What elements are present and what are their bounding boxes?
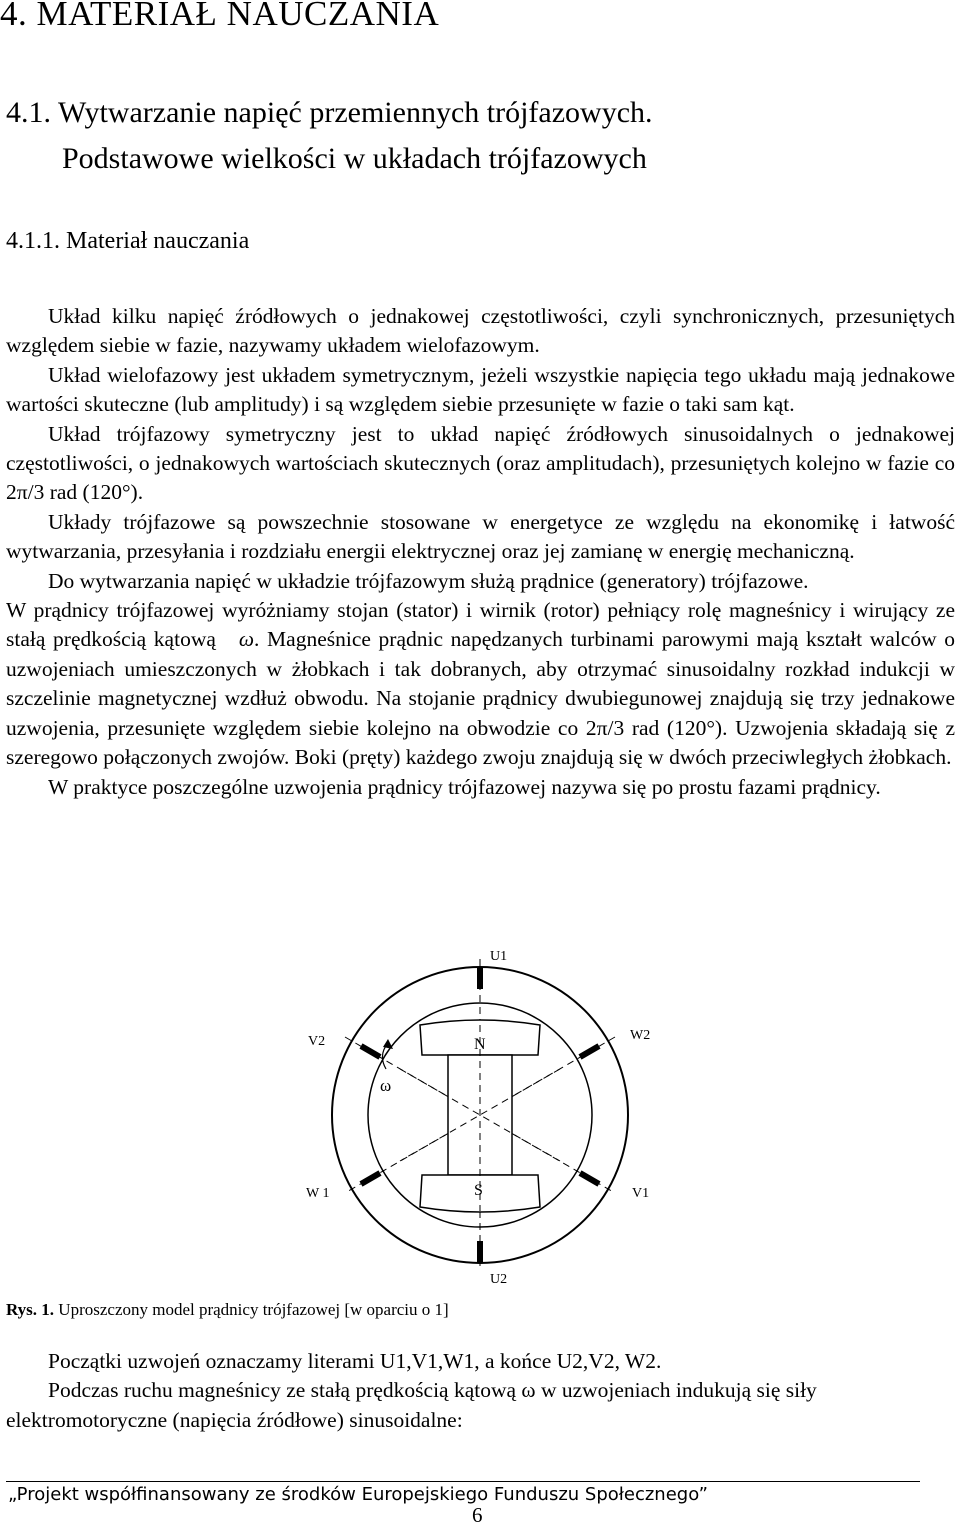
label-u1: U1 [490, 949, 508, 964]
omega-symbol: ω [238, 627, 255, 652]
figure-caption [6, 1300, 449, 1320]
chapter-heading: 4. MATERIAŁ NAUCZANIA [0, 0, 440, 33]
section-heading-line2: Podstawowe wielkości w układach trójfazowych [62, 142, 647, 175]
label-w2: W2 [630, 1028, 651, 1043]
label-u2: U2 [490, 1272, 508, 1287]
generator-diagram [300, 945, 660, 1290]
paragraph-2: Układ wielofazowy jest układem symetrycznym, jeżeli wszystkie napięcia tego układu mają jednakowe wartości skuteczne (lub amplitudy) i są względem siebie przesunięte w fazie o taki sam kąt. [6, 362, 955, 417]
label-north: N [474, 1036, 486, 1053]
label-w1: W 1 [306, 1186, 330, 1201]
paragraph-3: Układ trójfazowy symetryczny jest to układ napięć źródłowych sinusoidalnych o jednakowej częstotliwości, o jednakowych wartościach skutecznych (oraz amplitudach), przesuniętych kolejno w fazie co 2π/3 rad (120°). [6, 421, 955, 505]
footer-text: „Projekt współfinansowany ze środków Europejskiego Funduszu Społecznego” [8, 1484, 708, 1505]
paragraph-6 [6, 596, 955, 772]
paragraph-6-end: . Magneśnice prądnic napędzanych turbinami parowymi mają kształt walców o uzwojeniach umieszczonych w żłobkach i tak dobranych, aby otrzymać sinusoidalny rozkład indukcji w szczelinie magnetycznej wzdłuż obwodu. Na stojanie prądnicy dwubiegunowej znajdują się trzy jednakowe uzwojenia, przesunięte względem siebie kolejno na obwodzie co 2π/3 rad (120°). Uzwojenia składają się z szeregowo połączonych zwojów. Boki (pręty) każdego zwoju znajdują się w dwóch przeciwległych żłobkach. [6, 627, 955, 770]
paragraph-6-start: W prądnicy trójfazowej wyróżniamy stojan (stator) i wirnik (rotor) pełniący rolę magneśnicy i wirujący ze stałą prędkością kątową [6, 598, 955, 652]
label-south: S [474, 1182, 483, 1199]
after-figure-text [6, 1347, 955, 1435]
page-number: 6 [472, 1503, 483, 1527]
paragraph-1: Układ kilku napięć źródłowych o jednakowej częstotliwości, czyli synchronicznych, przesuniętych względem siebie w fazie, nazywamy układem wielofazowym. [6, 304, 955, 358]
after-figure-paragraph-2: Podczas ruchu magneśnicy ze stałą prędkością kątową ω w uzwojeniach indukują się siły elektromotoryczne (napięcia źródłowe) sinusoidalne: [6, 1378, 817, 1432]
section-heading [6, 90, 653, 182]
paragraph-4: Układy trójfazowe są powszechnie stosowane w energetyce ze względu na ekonomikę i łatwość wytwarzania, przesyłania i rozdziału energii elektrycznej oraz jej zamianę w energię mechaniczną. [6, 509, 955, 564]
paragraph-7: W praktyce poszczególne uzwojenia prądnicy trójfazowej nazywa się po prostu fazami prądnicy. [48, 774, 881, 799]
figure-caption-text: Uproszczony model prądnicy trójfazowej [w oparciu o 1] [54, 1300, 449, 1319]
label-v1: V1 [632, 1186, 650, 1201]
paragraph-5: Do wytwarzania napięć w układzie trójfazowym służą prądnice (generatory) trójfazowe. [48, 568, 809, 593]
section-heading-line1: 4.1. Wytwarzanie napięć przemiennych trójfazowych. [6, 96, 653, 129]
footer-divider [6, 1481, 920, 1482]
figure-caption-label: Rys. 1. [6, 1300, 55, 1319]
after-figure-paragraph-1: Początki uzwojeń oznaczamy literami U1,V1,W1, a końce U2,V2, W2. [48, 1349, 662, 1373]
label-omega: ω [380, 1076, 392, 1095]
label-v2: V2 [308, 1034, 326, 1049]
subsection-heading: 4.1.1. Materiał nauczania [6, 228, 250, 254]
main-text [6, 302, 955, 802]
